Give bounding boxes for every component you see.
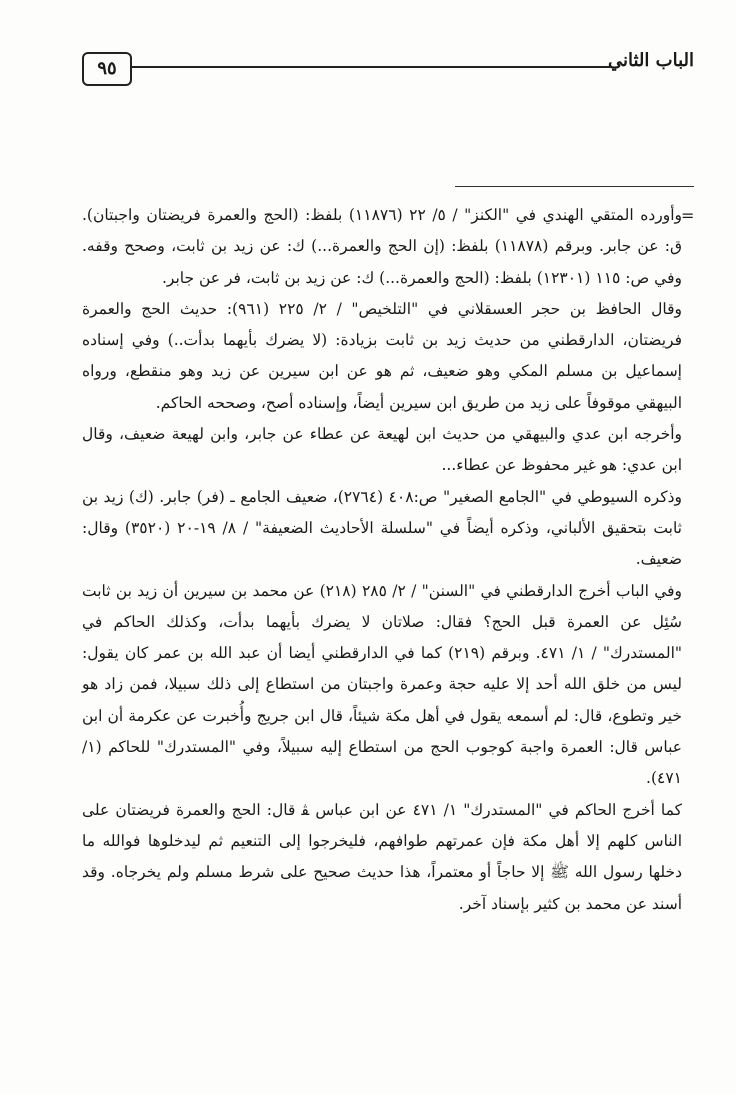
footnote-paragraph: وأورده المتقي الهندي في "الكنز" / ٥/ ٢٢ (١١٨٧٦) بلفظ: (الحج والعمرة فريضتان واجبتان). ق: عن جابر. وبرقم (١١٨٧٨) بلفظ: (إن الحج والعمرة...) ك: عن زيد بن ثابت، وصحح وقفه. وفي ص: ١١٥ (١٢٣٠١) بلفظ: (الحج والعمرة...) ك: عن زيد بن ثابت، فر عن جابر. — [82, 206, 682, 287]
header-rule — [130, 66, 610, 68]
footnote-separator — [455, 186, 694, 187]
footnote-continuation-mark: = — [681, 206, 695, 225]
footnote-paragraph: وفي الباب أخرج الدارقطني في "السنن" / ٢/ ٢٨٥ (٢١٨) عن محمد بن سيرين أن زيد بن ثابت سُئِل عن العمرة قبل الحج؟ فقال: صلاتان لا يضرك بأيهما بدأت، وكذلك الحاكم في "المستدرك" / ١/ ٤٧١. وبرقم (٢١٩) كما في الدارقطني أيضا أن عبد الله بن عمر كان يقول: ليس من خلق الله أحد إلا عليه حجة وعمرة واجبتان من استطاع إلى ذلك سبيلا، فمن زاد هو خير وتطوع، قال: لم أسمعه يقول في أهل مكة شيئاً، قال ابن جريج وأُخبرت عن عكرمة أن ابن عباس قال: العمرة واجبة كوجوب الحج من استطاع إليه سبيلاً، وفي "المستدرك" للحاكم (١/ ٤٧١). — [82, 581, 683, 788]
page-number: ٩٥ — [82, 52, 132, 86]
page-header — [0, 0, 736, 110]
footnote-paragraph: وقال الحافظ بن حجر العسقلاني في "التلخيص" / ٢/ ٢٢٥ (٩٦١): حديث الحج والعمرة فريضتان، الدارقطني من حديث زيد بن ثابت بزيادة: (لا يضرك بأيهما بدأت..) وفي إسناده إسماعيل بن مسلم المكي وهو ضعيف، ثم هو عن ابن سيرين عن زيد وهو منقطع، ورواه البيهقي موقوفاً على زيد من طريق ابن سيرين أيضاً، وإسناده أصح، وصححه الحاكم. — [82, 299, 682, 412]
footnote-body — [82, 200, 682, 920]
footnote-paragraph: وذكره السيوطي في "الجامع الصغير" ص:٤٠٨ (٢٧٦٤)، ضعيف الجامع ـ (فر) جابر. (ك) زيد بن ثابت بتحقيق الألباني، وذكره أيضاً في "سلسلة الأحاديث الضعيفة" / ٨/ ١٩-٢٠ (٣٥٢٠) وقال: ضعيف. — [82, 487, 682, 569]
chapter-title: الباب الثاني — [607, 50, 694, 71]
footnote-paragraph: وأخرجه ابن عدي والبيهقي من حديث ابن لهيعة عن عطاء عن جابر، وابن لهيعة ضعيف، وقال ابن عدي: هو غير محفوظ عن عطاء... — [82, 425, 682, 475]
footnote-paragraph: كما أخرج الحاكم في "المستدرك" ١/ ٤٧١ عن ابن عباس ﭭ قال: الحج والعمرة فريضتان على الناس كلهم إلا أهل مكة فإن عمرتهم طوافهم، فليخرجوا إلى التنعيم ثم ليدخلوها فوالله ما دخلها رسول الله ﷺ إلا حاجاً أو معتمراً، هذا حديث صحيح على شرط مسلم ولم يخرجاه. وقد أسند عن محمد بن كثير بإسناد آخر. — [82, 800, 682, 913]
